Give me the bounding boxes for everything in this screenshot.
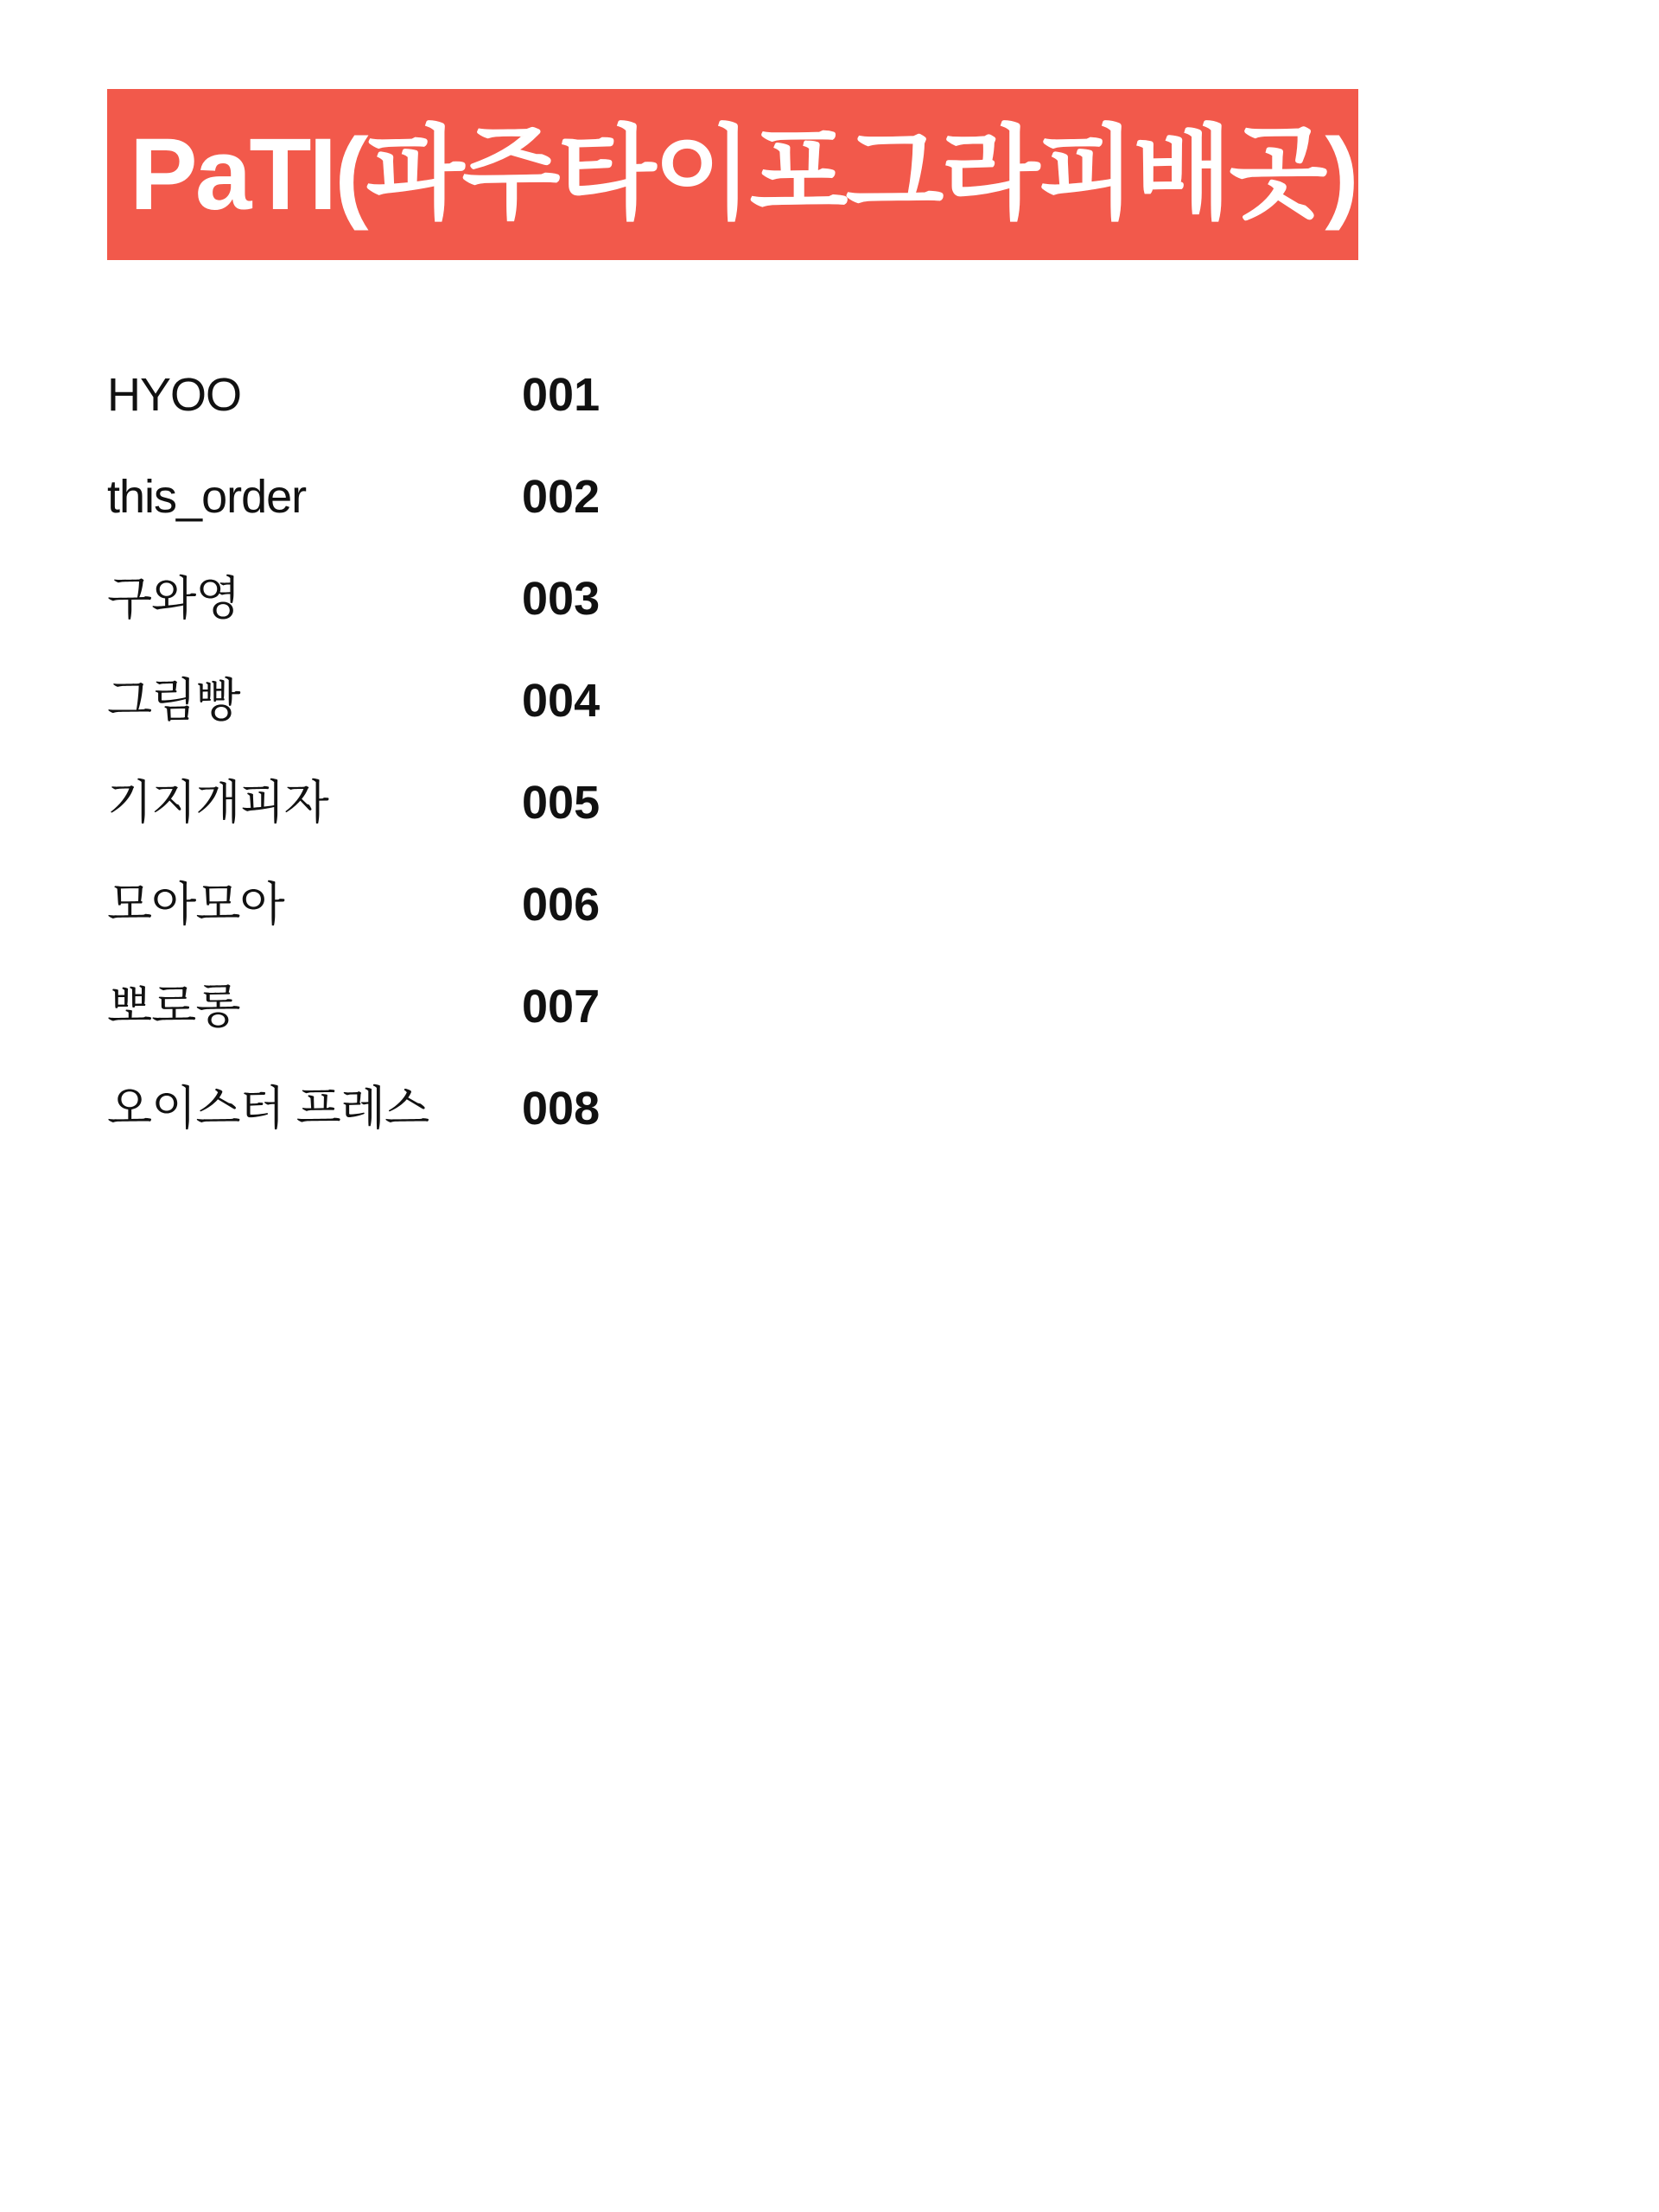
index-list xyxy=(107,369,1144,1187)
page-title: PaTI(파주타이포그라피배곳) xyxy=(130,118,1357,232)
index-entry-name: this_order xyxy=(107,471,307,523)
index-entry-number: 008 xyxy=(522,1083,601,1135)
index-entry-name: 모아모아 xyxy=(107,879,284,931)
list-item[interactable] xyxy=(107,1085,1144,1187)
index-entry-name: 기지개피자 xyxy=(107,777,328,829)
index-entry-number: 004 xyxy=(522,675,601,727)
index-entry-number: 007 xyxy=(522,981,601,1033)
index-entry-name: 구와영 xyxy=(107,573,240,625)
index-entry-number: 006 xyxy=(522,879,601,931)
index-entry-number: 003 xyxy=(522,573,601,625)
list-item[interactable] xyxy=(107,881,1144,983)
index-entry-name: 그림빵 xyxy=(107,675,240,727)
list-item[interactable] xyxy=(107,677,1144,779)
index-entry-name: 오이스터 프레스 xyxy=(107,1083,429,1135)
list-item[interactable] xyxy=(107,779,1144,881)
title-banner xyxy=(107,89,1358,260)
list-item[interactable] xyxy=(107,575,1144,677)
index-entry-name: HYOO xyxy=(107,369,242,421)
list-item[interactable] xyxy=(107,471,1144,575)
list-item[interactable] xyxy=(107,983,1144,1085)
list-item[interactable] xyxy=(107,369,1144,474)
index-entry-name: 뽀로롱 xyxy=(107,981,240,1033)
index-entry-number: 005 xyxy=(522,777,601,829)
index-entry-number: 001 xyxy=(522,369,601,421)
index-entry-number: 002 xyxy=(522,471,601,523)
